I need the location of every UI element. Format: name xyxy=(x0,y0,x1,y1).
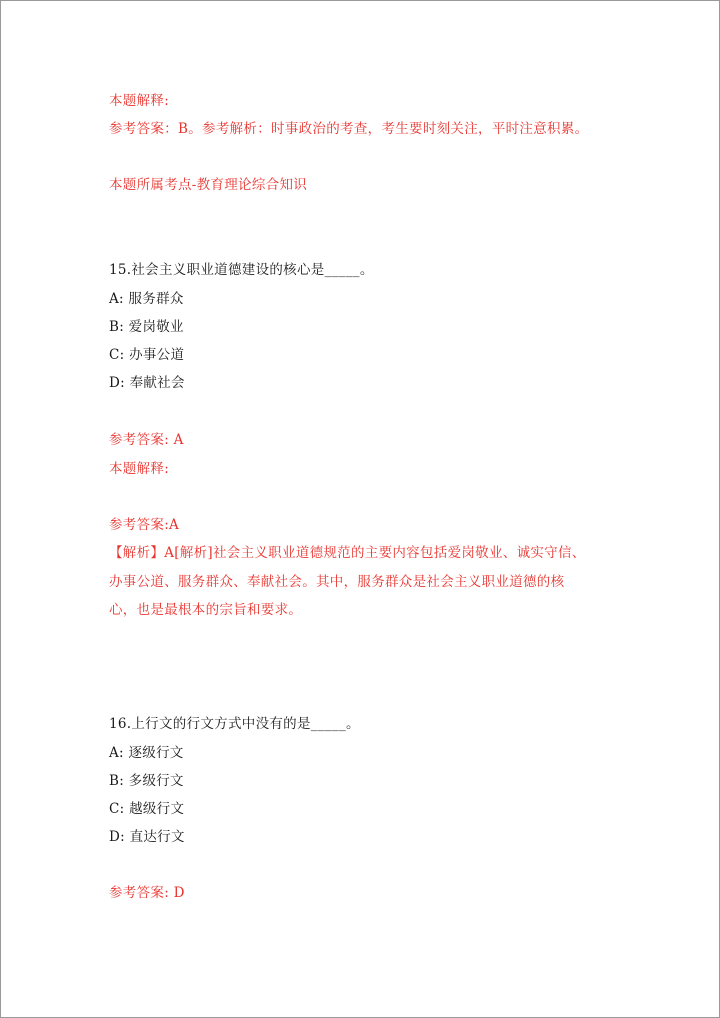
q15-analysis-line-1: 【解析】A[解析]社会主义职业道德规范的主要内容包括爱岗敬业、诚实守信、 xyxy=(109,545,586,561)
q14-explanation-label: 本题解释: xyxy=(109,93,170,109)
q15-option-a: A: 服务群众 xyxy=(109,291,184,307)
q16-option-d: D: 直达行文 xyxy=(109,829,185,845)
q16-answer: 参考答案: D xyxy=(109,885,185,901)
q14-answer-line: 参考答案：B。参考解析：时事政治的考查，考生要时刻关注，平时注意积累。 xyxy=(109,121,589,137)
q15-answer: 参考答案: A xyxy=(109,432,184,448)
q15-option-b: B: 爱岗敬业 xyxy=(109,319,184,335)
q15-option-d: D: 奉献社会 xyxy=(109,375,185,391)
q15-option-c: C: 办事公道 xyxy=(109,347,185,363)
q16-option-a: A: 逐级行文 xyxy=(109,745,184,761)
q16-question: 16.上行文的行文方式中没有的是_____。 xyxy=(109,716,360,732)
q16-option-b: B: 多级行文 xyxy=(109,773,184,789)
q15-answer-again: 参考答案:A xyxy=(109,517,180,533)
q15-analysis-line-2: 办事公道、服务群众、奉献社会。其中，服务群众是社会主义职业道德的核 xyxy=(109,574,565,590)
q14-topic-line: 本题所属考点-教育理论综合知识 xyxy=(109,177,308,193)
q15-explanation-label: 本题解释: xyxy=(109,461,170,477)
q15-question: 15.社会主义职业道德建设的核心是_____。 xyxy=(109,262,374,278)
q16-option-c: C: 越级行文 xyxy=(109,801,185,817)
q15-analysis-line-3: 心，也是最根本的宗旨和要求。 xyxy=(109,602,303,618)
